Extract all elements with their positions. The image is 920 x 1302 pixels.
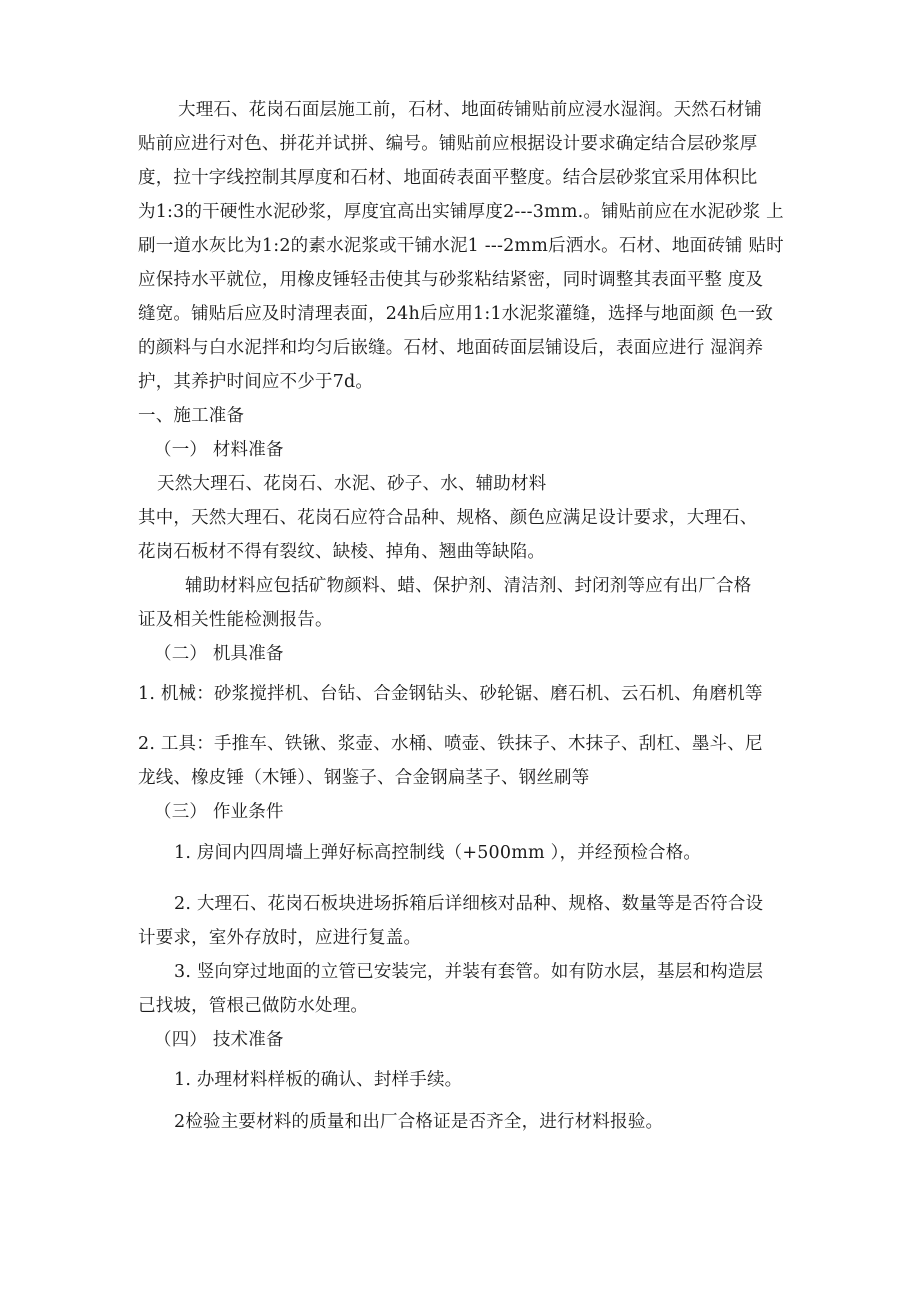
subheading-equipment: （二） 机具准备 [154, 644, 284, 664]
technical-item-1: 1. 办理材料样板的确认、封样手续。 [174, 1070, 463, 1090]
condition-1: 1. 房间内四周墙上弹好标高控制线（+500mm ），并经预检合格。 [174, 843, 702, 863]
intro-line-9: 护，其养护时间应不少于7d。 [138, 372, 374, 392]
intro-line-5: 刷一道水灰比为1:2的素水泥浆或干铺水泥1 ---2mm后洒水。石材、地面砖铺 贴时 [138, 236, 784, 256]
machinery-line: 1. 机械：砂浆搅拌机、台钻、合金钢钻头、砂轮锯、磨石机、云石机、角磨机等 [138, 684, 763, 704]
condition-2-line-2: 计要求，室外存放时，应进行复盖。 [138, 928, 422, 948]
condition-3-line-1: 3. 竖向穿过地面的立管已安装完，并装有套管。如有防水层，基层和构造层 [174, 962, 764, 982]
aux-materials-line-1: 辅助材料应包括矿物颜料、蜡、保护剂、清洁剂、封闭剂等应有出厂合格 [185, 576, 752, 596]
intro-line-6: 应保持水平就位，用橡皮锤轻击使其与砂浆粘结紧密，同时调整其表面平整 度及 [138, 270, 764, 290]
intro-line-1: 大理石、花岗石面层施工前，石材、地面砖铺贴前应浸水湿润。天然石材铺 [178, 100, 763, 120]
condition-3-line-2: 己找坡，管根己做防水处理。 [138, 996, 369, 1016]
subheading-materials: （一） 材料准备 [154, 440, 284, 460]
intro-line-3: 度，拉十字线控制其厚度和石材、地面砖表面平整度。结合层砂浆宜采用体积比 [138, 168, 758, 188]
condition-2-line-1: 2. 大理石、花岗石板块进场拆箱后详细核对品种、规格、数量等是否符合设 [174, 894, 764, 914]
materials-list: 天然大理石、花岗石、水泥、砂子、水、辅助材料 [157, 474, 547, 494]
intro-line-2: 贴前应进行对色、拼花并试拼、编号。铺贴前应根据设计要求确定结合层砂浆厚 [138, 134, 758, 154]
aux-materials-line-2: 证及相关性能检测报告。 [138, 610, 333, 630]
subheading-technical-prep: （四） 技术准备 [154, 1030, 284, 1050]
materials-req-line-2: 花岗石板材不得有裂纹、缺棱、掉角、翘曲等缺陷。 [138, 542, 546, 562]
intro-line-7: 缝宽。铺贴后应及时清理表面，24h后应用1:1水泥浆灌缝，选择与地面颜 色一致 [138, 304, 774, 324]
tools-line-2: 龙线、橡皮锤（木锤）、钢鉴子、合金钢扁茎子、钢丝刷等 [138, 768, 590, 788]
intro-line-8: 的颜料与白水泥拌和均匀后嵌缝。石材、地面砖面层铺设后，表面应进行 湿润养 [138, 338, 764, 358]
materials-req-line-1: 其中，天然大理石、花岗石应符合品种、规格、颜色应满足设计要求，大理石、 [138, 508, 758, 528]
intro-line-4: 为1:3的干硬性水泥砂浆，厚度宜高出实铺厚度2---3mm.。铺贴前应在水泥砂浆 上 [138, 202, 784, 222]
technical-item-2: 2检验主要材料的质量和出厂合格证是否齐全，进行材料报验。 [174, 1112, 664, 1132]
section-heading-construction-prep: 一、施工准备 [138, 406, 245, 426]
tools-line-1: 2. 工具：手推车、铁锹、浆壶、水桶、喷壶、铁抹子、木抹子、刮杠、墨斗、尼 [138, 734, 763, 754]
subheading-work-conditions: （三） 作业条件 [154, 802, 284, 822]
